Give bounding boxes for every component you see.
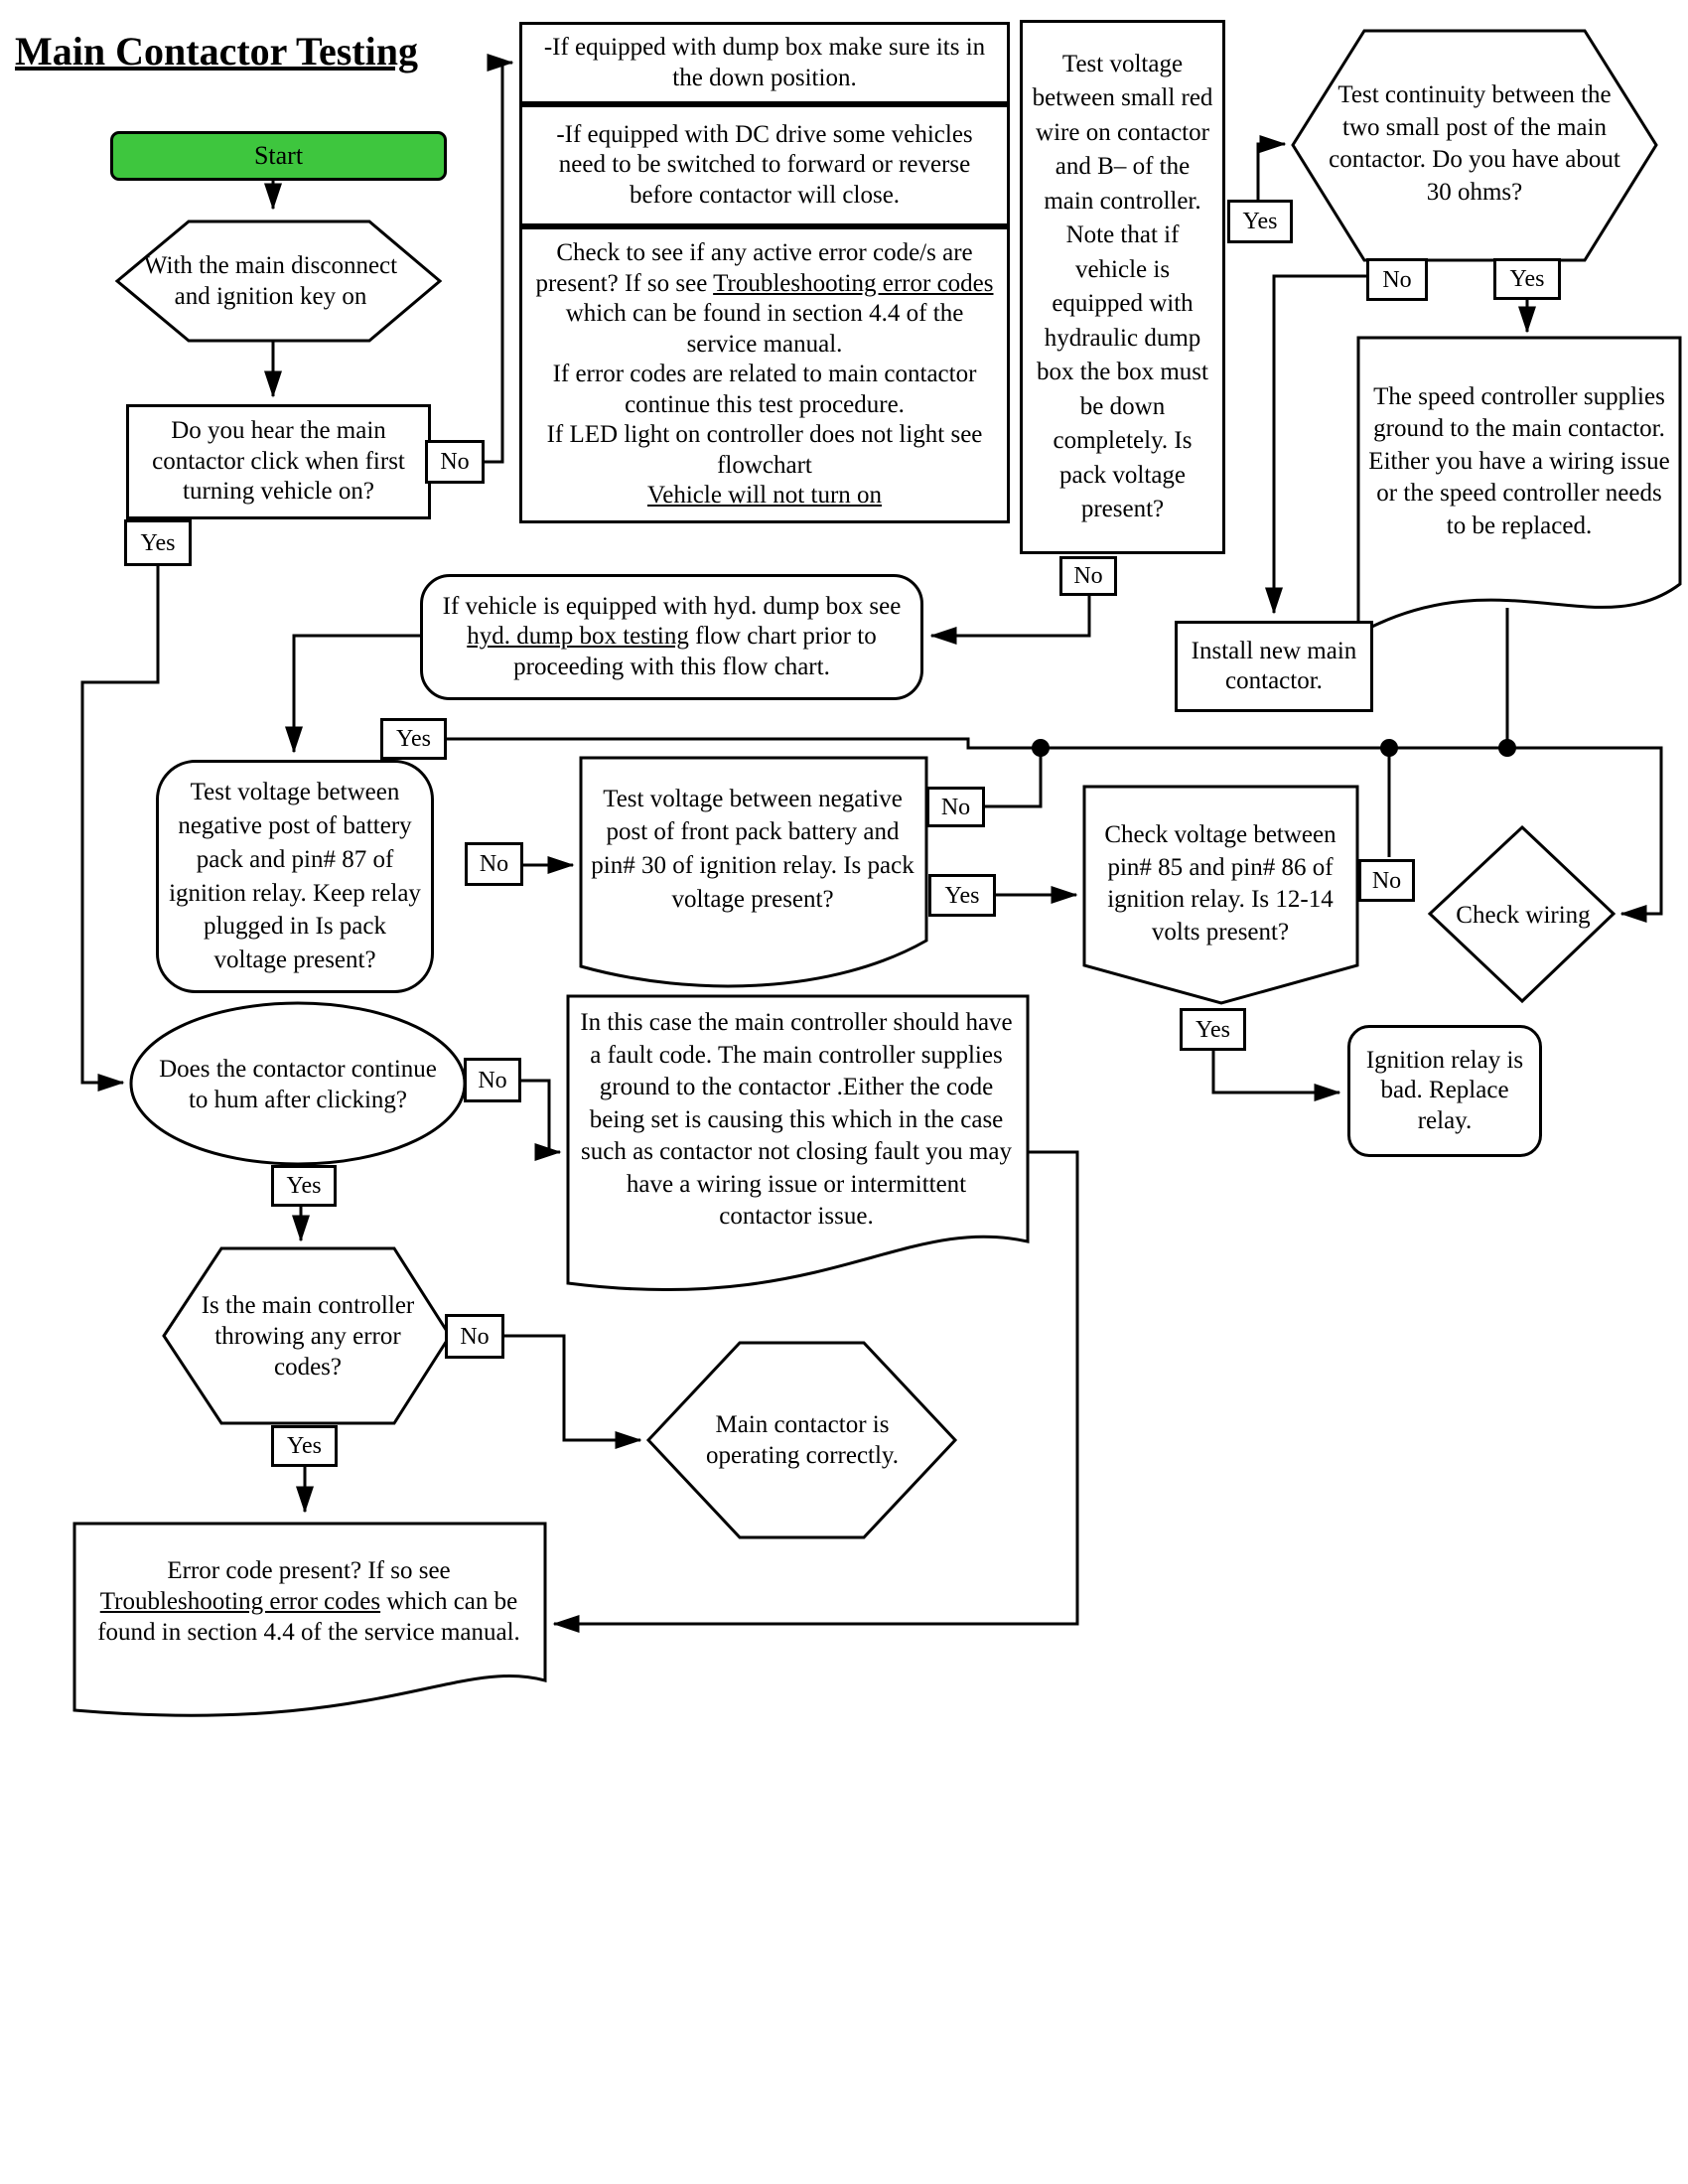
keyon-label: With the main disconnect and ignition key on (143, 252, 398, 310)
error-codes-q-label: Is the main controller throwing any error codes? (201, 1291, 415, 1381)
install-contactor-node (1175, 621, 1373, 712)
connector-continuity-no-install (1274, 276, 1366, 613)
continuity-yes-label (1493, 258, 1561, 300)
hear-click-text: Do you hear the main contactor click when first turning vehicle on? (152, 417, 405, 506)
dump-box-note-text: -If equipped with dump box make sure its in the down position. (543, 34, 986, 91)
ignition-relay-bad-node (1347, 1025, 1542, 1157)
hyd-dump-box-text (431, 592, 913, 683)
no-text: No (478, 1067, 507, 1093)
yes-text: Yes (140, 529, 176, 556)
connector-errorcodes-no-ok (504, 1336, 640, 1440)
red-wire-test-node (1020, 20, 1225, 554)
yes-text: Yes (396, 726, 431, 752)
red-wire-test-text: Test voltage between small red wire on contactor and B– of the main controller. Note that if vehicle is equipped with hydraulic dump box the box must be down completely. Is pack voltage present? (1032, 50, 1213, 522)
hum-no-label (464, 1058, 521, 1102)
hear-click-node (126, 404, 431, 519)
pin87-no-label (465, 842, 523, 886)
yes-text: Yes (286, 1173, 322, 1199)
junction-dot (1498, 739, 1516, 757)
error-code-doc-label (84, 1555, 533, 1648)
hyd-dump-box-node (420, 574, 923, 700)
error-codes-q-text (189, 1263, 427, 1408)
no-text: No (460, 1323, 490, 1350)
ignition-relay-bad-text: Ignition relay is bad. Replace relay. (1365, 1046, 1524, 1134)
check-codes-text (530, 238, 999, 511)
pin30-test-text (591, 767, 914, 932)
hum-test-text (159, 1020, 437, 1149)
pin30-no-label (926, 787, 985, 827)
connector-hum-no-faultdoc (521, 1081, 560, 1152)
check-codes-node (519, 226, 1010, 523)
start-node (110, 131, 447, 181)
yes-text: Yes (1509, 266, 1545, 292)
page-title: Main Contactor Testing (15, 29, 418, 73)
troubleshooting-error-codes-link-2[interactable]: Troubleshooting error codes (99, 1587, 381, 1615)
hyd-dump-p1: If vehicle is equipped with hyd. dump box see (442, 592, 902, 620)
junction-dot (1032, 739, 1050, 757)
connector-redwire-yes-continuity (1258, 144, 1285, 200)
no-text: No (1371, 867, 1402, 894)
dump-box-note-node (519, 22, 1010, 104)
speed-controller-text (1368, 348, 1670, 576)
no-text: No (1382, 266, 1412, 293)
check-codes-p4: If LED light on controller does not light see flowchart (546, 421, 983, 479)
no-text: No (940, 794, 971, 820)
continuity-label: Test continuity between the two small post of the main contactor. Do you have about 30 ohms? (1329, 81, 1620, 206)
yes-text: Yes (1196, 1016, 1230, 1043)
continuity-no-label (1366, 258, 1428, 301)
dc-drive-note-node (519, 104, 1010, 226)
pin87-yes-label (380, 718, 447, 760)
fault-code-note-text (578, 1006, 1015, 1235)
keyon-text (129, 231, 412, 331)
pin85-86-test-text (1092, 795, 1348, 973)
hear-click-yes-label (124, 519, 192, 566)
pin87-test-text: Test voltage between negative post of battery pack and pin# 87 of ignition relay. Keep relay plugged in Is pack voltage present? (169, 779, 421, 973)
connector-hearclick-no-notes (485, 63, 512, 462)
vehicle-will-not-turn-on-link[interactable]: Vehicle will not turn on (646, 482, 883, 510)
error-codes-no-label (445, 1314, 504, 1359)
continuity-text (1321, 45, 1628, 243)
connector-redwire-no-hyddump (931, 596, 1089, 636)
yes-text: Yes (287, 1433, 322, 1459)
pentagon-no-label (1358, 859, 1415, 902)
no-text: No (479, 851, 509, 877)
troubleshooting-error-codes-link[interactable]: Troubleshooting error codes (713, 269, 994, 297)
check-codes-p3: If error codes are related to main contactor continue this test procedure. (552, 361, 977, 418)
yes-text: Yes (944, 882, 980, 909)
no-text: No (1073, 563, 1103, 589)
check-codes-p1: Check to see if any active error code/s are present? If so see (535, 239, 973, 297)
hum-test-label: Does the contactor continue to hum after clicking? (159, 1056, 437, 1113)
error-doc-p1: Error code present? If so see (167, 1556, 451, 1584)
connector-pin30-no-bus (985, 748, 1041, 806)
pin85-86-test-label: Check voltage between pin# 85 and pin# 86 of ignition relay. Is 12-14 volts present? (1104, 821, 1336, 946)
dc-drive-note-text: -If equipped with DC drive some vehicles need to be switched to forward or reverse before contactor will close. (556, 120, 973, 209)
speed-controller-label: The speed controller supplies ground to the main contactor. Either you have a wiring issue or the speed controller needs to be replaced. (1368, 382, 1670, 539)
red-wire-no-label (1059, 556, 1117, 596)
hyd-dump-p2: flow chart prior to proceeding with this flow chart. (513, 623, 877, 680)
check-wiring-text (1436, 856, 1611, 973)
connector-pentagon-yes-ignition (1213, 1051, 1339, 1092)
pin30-yes-label (928, 874, 996, 917)
operating-correctly-label: Main contactor is operating correctly. (705, 1411, 900, 1469)
error-doc-p2: which can be found in section 4.4 of the service manual. (97, 1587, 520, 1646)
start-label: Start (253, 141, 304, 171)
junction-dot (1380, 739, 1398, 757)
hyd-dump-box-testing-link[interactable]: hyd. dump box testing (467, 623, 689, 651)
error-code-doc-text (84, 1531, 533, 1671)
pin87-test-node (156, 760, 434, 993)
connector-hearclick-yes-hum (82, 566, 158, 1083)
no-text: No (440, 449, 470, 475)
install-contactor-text: Install new main contactor. (1191, 637, 1357, 694)
hum-yes-label (271, 1165, 337, 1207)
pentagon-yes-label (1180, 1008, 1246, 1051)
operating-correctly-text (673, 1371, 931, 1510)
error-codes-yes-label (271, 1425, 338, 1467)
red-wire-yes-label (1227, 200, 1293, 243)
yes-text: Yes (1242, 209, 1278, 234)
check-wiring-label: Check wiring (1456, 901, 1591, 929)
check-codes-p2: which can be found in section 4.4 of the service manual. (565, 300, 964, 358)
hear-click-no-label (425, 440, 485, 484)
fault-code-note-label: In this case the main controller should have a fault code. The main controller supplies ground to the contactor .Either the code being set is causing this which in the case such as contactor not closing fault you may have a wiring issue or intermittent contactor issue. (580, 1009, 1013, 1231)
pin30-test-label: Test voltage between negative post of front pack battery and pin# 30 of ignition relay. Is pack voltage present? (591, 785, 914, 913)
